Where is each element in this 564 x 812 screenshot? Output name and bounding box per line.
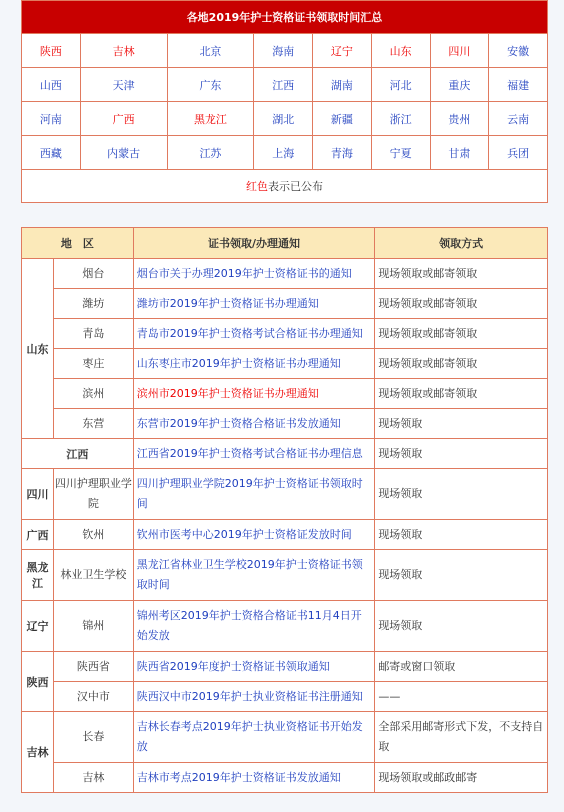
table-row: [22, 712, 548, 763]
province-cell: [313, 68, 372, 102]
city-name: 烟台: [53, 259, 133, 289]
notice-link[interactable]: 吉林长春考点2019年护士执业资格证书开始发放: [136, 720, 363, 753]
table-row: [22, 259, 548, 289]
notice-link[interactable]: 山东枣庄市2019年护士资格证书办理通知: [136, 356, 341, 370]
notice-cell: [133, 349, 375, 379]
table-row: [22, 763, 548, 793]
notice-cell: [133, 652, 375, 682]
header-method: 领取方式: [375, 228, 548, 259]
province-link[interactable]: 安徽: [507, 44, 530, 58]
method-cell: 现场领取: [375, 409, 548, 439]
notice-cell: [133, 550, 375, 601]
notice-link[interactable]: 东营市2019年护士资格合格证书发放通知: [136, 416, 341, 430]
method-cell: ——: [375, 682, 548, 712]
notice-cell: [133, 601, 375, 652]
province-cell: [371, 102, 430, 136]
method-cell: 现场领取或邮寄领取: [375, 379, 548, 409]
province-cell: [430, 68, 489, 102]
city-name: 林业卫生学校: [53, 550, 133, 601]
header-region: 地 区: [22, 228, 134, 259]
city-name: 吉林: [53, 763, 133, 793]
province-cell: [22, 136, 81, 170]
city-name: 锦州: [53, 601, 133, 652]
city-name: 滨州: [53, 379, 133, 409]
method-cell: 现场领取或邮政邮寄: [375, 763, 548, 793]
city-name: 枣庄: [53, 349, 133, 379]
notice-link[interactable]: 江西省2019年护士资格考试合格证书办理信息: [136, 446, 363, 460]
province-cell: [313, 136, 372, 170]
province-cell: [489, 68, 548, 102]
method-cell: 现场领取或邮寄领取: [375, 319, 548, 349]
notice-link[interactable]: 潍坊市2019年护士资格证书办理通知: [136, 296, 319, 310]
notice-cell: [133, 469, 375, 520]
city-name: 东营: [53, 409, 133, 439]
province-name: 广西: [22, 520, 54, 550]
province-link[interactable]: 重庆: [448, 78, 471, 92]
province-cell: [80, 102, 167, 136]
province-link[interactable]: 山西: [39, 78, 62, 92]
province-cell: [254, 102, 313, 136]
method-cell: 现场领取: [375, 520, 548, 550]
province-cell: [22, 68, 81, 102]
province-cell: [313, 34, 372, 68]
province-link[interactable]: 吉林: [112, 44, 135, 58]
method-cell: 邮寄或窗口领取: [375, 652, 548, 682]
city-name: 汉中市: [53, 682, 133, 712]
province-cell: [371, 34, 430, 68]
province-cell: [167, 136, 254, 170]
province-link[interactable]: 河北: [389, 78, 412, 92]
notice-link[interactable]: 滨州市2019年护士资格证书办理通知: [136, 386, 319, 400]
notice-cell: [133, 289, 375, 319]
province-link[interactable]: 江苏: [199, 146, 222, 160]
province-cell: [80, 34, 167, 68]
province-link[interactable]: 贵州: [448, 112, 471, 126]
notice-link[interactable]: 陕西省2019年度护士资格证书领取通知: [136, 659, 330, 673]
city-name: 钦州: [53, 520, 133, 550]
province-link[interactable]: 陕西: [39, 44, 62, 58]
notice-link[interactable]: 烟台市关于办理2019年护士资格证书的通知: [136, 266, 352, 280]
legend-text: 表示已公布: [268, 180, 323, 193]
province-link[interactable]: 辽宁: [330, 44, 353, 58]
city-name: 潍坊: [53, 289, 133, 319]
province-summary-table: [21, 0, 548, 203]
province-link[interactable]: 江西: [272, 78, 295, 92]
province-cell: [167, 34, 254, 68]
province-name: 山东: [22, 259, 54, 439]
province-cell: [167, 102, 254, 136]
province-name: 江西: [22, 439, 134, 469]
table-row: [22, 652, 548, 682]
province-link[interactable]: 天津: [112, 78, 135, 92]
table-row: [22, 520, 548, 550]
summary-row: [22, 102, 548, 136]
province-link[interactable]: 内蒙古: [107, 146, 141, 160]
city-name: 长春: [53, 712, 133, 763]
summary-title: 各地2019年护士资格证书领取时间汇总: [22, 1, 548, 34]
province-cell: [489, 102, 548, 136]
province-link[interactable]: 北京: [199, 44, 222, 58]
method-cell: 现场领取或邮寄领取: [375, 259, 548, 289]
table-row: [22, 601, 548, 652]
table-row: [22, 439, 548, 469]
province-link[interactable]: 青海: [330, 146, 353, 160]
province-link[interactable]: 甘肃: [448, 146, 471, 160]
table-row: [22, 379, 548, 409]
method-cell: 现场领取: [375, 469, 548, 520]
province-link[interactable]: 海南: [272, 44, 295, 58]
province-cell: [371, 68, 430, 102]
province-cell: [80, 68, 167, 102]
notice-link[interactable]: 吉林市考点2019年护士资格证书发放通知: [136, 770, 341, 784]
province-link[interactable]: 湖南: [330, 78, 353, 92]
legend-red-label: 红色: [246, 180, 268, 193]
province-link[interactable]: 云南: [507, 112, 530, 126]
province-link[interactable]: 黑龙江: [193, 112, 227, 126]
notice-cell: [133, 439, 375, 469]
summary-row: [22, 34, 548, 68]
province-link[interactable]: 西藏: [39, 146, 62, 160]
province-cell: [254, 136, 313, 170]
legend-note: [22, 170, 548, 203]
summary-row: [22, 68, 548, 102]
notice-cell: [133, 259, 375, 289]
province-cell: [22, 102, 81, 136]
table-row: [22, 409, 548, 439]
province-cell: [430, 34, 489, 68]
header-notice: 证书领取/办理通知: [133, 228, 375, 259]
city-name: 青岛: [53, 319, 133, 349]
province-name: 陕西: [22, 652, 54, 712]
method-cell: 全部采用邮寄形式下发，不支持自取: [375, 712, 548, 763]
province-name: 吉林: [22, 712, 54, 793]
province-cell: [430, 102, 489, 136]
notice-cell: [133, 712, 375, 763]
table-row: [22, 469, 548, 520]
province-link[interactable]: 湖北: [272, 112, 295, 126]
province-link[interactable]: 浙江: [389, 112, 412, 126]
table-row: [22, 319, 548, 349]
province-link[interactable]: 山东: [389, 44, 412, 58]
certificate-detail-table: [21, 227, 548, 793]
summary-row: [22, 136, 548, 170]
method-cell: 现场领取或邮寄领取: [375, 349, 548, 379]
table-row: [22, 289, 548, 319]
city-name: 四川护理职业学院: [53, 469, 133, 520]
province-link[interactable]: 广东: [199, 78, 222, 92]
province-cell: [371, 136, 430, 170]
province-name: 四川: [22, 469, 54, 520]
province-cell: [313, 102, 372, 136]
province-link[interactable]: 河南: [39, 112, 62, 126]
table-row: [22, 682, 548, 712]
province-cell: [22, 34, 81, 68]
province-cell: [489, 34, 548, 68]
notice-cell: [133, 520, 375, 550]
notice-cell: [133, 763, 375, 793]
notice-link[interactable]: 钦州市医考中心2019年护士资格证发放时间: [136, 527, 352, 541]
province-cell: [254, 68, 313, 102]
table-row: [22, 349, 548, 379]
method-cell: 现场领取: [375, 439, 548, 469]
notice-link[interactable]: 陕西汉中市2019年护士执业资格证书注册通知: [136, 689, 363, 703]
province-link[interactable]: 四川: [448, 44, 471, 58]
province-link[interactable]: 福建: [507, 78, 530, 92]
province-link[interactable]: 宁夏: [389, 146, 412, 160]
city-name: 陕西省: [53, 652, 133, 682]
method-cell: 现场领取: [375, 550, 548, 601]
province-cell: [430, 136, 489, 170]
table-row: [22, 550, 548, 601]
method-cell: 现场领取或邮寄领取: [375, 289, 548, 319]
notice-cell: [133, 319, 375, 349]
notice-link[interactable]: 黑龙江省林业卫生学校2019年护士资格证书领取时间: [136, 558, 363, 591]
notice-cell: [133, 682, 375, 712]
notice-link[interactable]: 四川护理职业学院2019年护士资格证书领取时间: [136, 477, 363, 510]
province-name: 辽宁: [22, 601, 54, 652]
province-name: 黑龙江: [22, 550, 54, 601]
province-link[interactable]: 广西: [112, 112, 135, 126]
method-cell: 现场领取: [375, 601, 548, 652]
province-cell: [167, 68, 254, 102]
province-link[interactable]: 上海: [272, 146, 295, 160]
province-cell: [254, 34, 313, 68]
province-link[interactable]: 兵团: [507, 146, 530, 160]
notice-cell: [133, 379, 375, 409]
notice-link[interactable]: 锦州考区2019年护士资格合格证书11月4日开始发放: [136, 609, 362, 642]
notice-link[interactable]: 青岛市2019年护士资格考试合格证书办理通知: [136, 326, 363, 340]
province-cell: [489, 136, 548, 170]
province-link[interactable]: 新疆: [330, 112, 353, 126]
province-cell: [80, 136, 167, 170]
notice-cell: [133, 409, 375, 439]
